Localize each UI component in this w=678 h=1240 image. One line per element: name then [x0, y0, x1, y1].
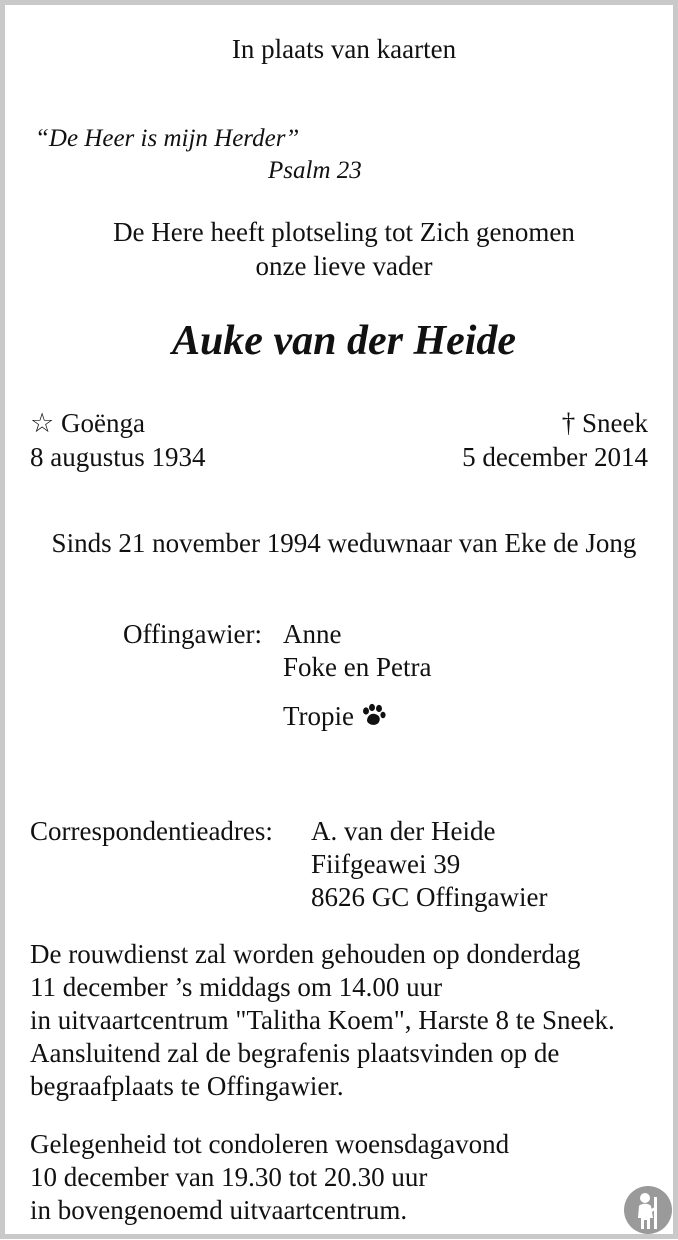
correspondence-postal-city: 8626 GC Offingawier — [311, 882, 548, 912]
correspondence-label: Correspondentieadres: — [30, 816, 273, 846]
deceased-name: Auke van der Heide — [171, 318, 517, 364]
family-pet — [283, 699, 386, 735]
family-member: Foke en Petra — [283, 652, 432, 682]
correspondence-name: A. van der Heide — [311, 816, 496, 846]
announcement-line-1: De Here heeft plotseling tot Zich genomen — [113, 217, 575, 247]
announcement-line-2: onze lieve vader — [255, 251, 433, 281]
service-line: begraafplaats te Offingawier. — [30, 1071, 344, 1101]
birth-place: ☆ Goënga — [30, 408, 145, 438]
pet-name: Tropie — [283, 701, 355, 731]
service-line: Aansluitend zal de begrafenis plaatsvinden op de — [30, 1038, 560, 1068]
death-date: 5 december 2014 — [462, 442, 648, 472]
widower-line: Sinds 21 november 1994 weduwnaar van Eke de Jong — [51, 528, 637, 558]
condolence-line: Gelegenheid tot condoleren woensdagavond — [30, 1129, 510, 1159]
service-line: De rouwdienst zal worden gehouden op donderdag — [30, 939, 581, 969]
family-place-label: Offingawier: — [123, 619, 262, 649]
paw-print-icon — [360, 701, 386, 735]
birth-date: 8 augustus 1934 — [30, 442, 206, 472]
condolence-line: in bovengenoemd uitvaartcentrum. — [30, 1195, 408, 1225]
quote-text: “De Heer is mijn Herder” — [35, 125, 300, 152]
quote-source: Psalm 23 — [268, 157, 362, 184]
death-place: † Sneek — [561, 408, 648, 438]
correspondence-street: Fiifgeawei 39 — [311, 849, 461, 879]
condolence-line: 10 december van 19.30 tot 20.30 uur — [30, 1162, 428, 1192]
service-line: 11 december ’s middags om 14.00 uur — [30, 972, 443, 1002]
service-line: in uitvaartcentrum "Talitha Koem", Harste 8 te Sneek. — [30, 1005, 615, 1035]
header-text: In plaats van kaarten — [231, 34, 457, 64]
family-member: Anne — [283, 619, 342, 649]
memorial-logo-icon — [623, 1185, 673, 1235]
